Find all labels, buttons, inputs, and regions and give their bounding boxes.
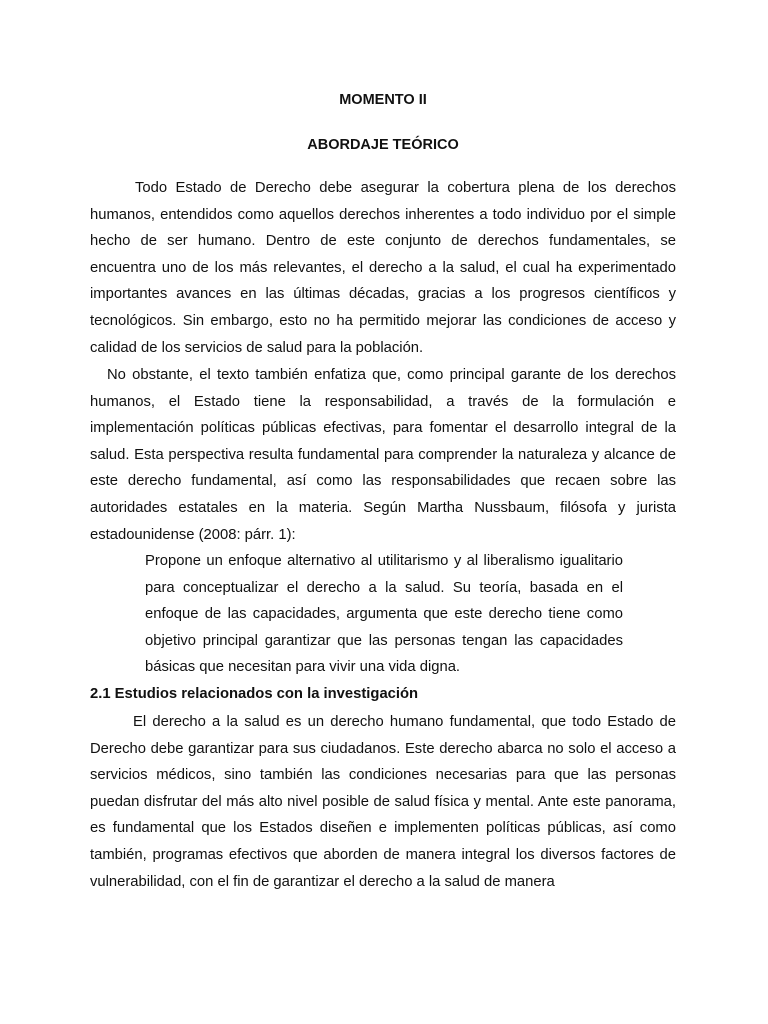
- body-paragraph-2: No obstante, el texto también enfatiza que, como principal garante de los derechos humanos, el Estado tiene la responsabilidad, a través de la formulación e implementación políticas públicas efectivas, para fomentar el desarrollo integral de la salud. Esta perspectiva resulta fundamental para comprender la naturaleza y alcance de este derecho fundamental, así como las responsabilidades que recaen sobre las autoridades estatales en la materia. Según Martha Nussbaum, filósofa y jurista estadounidense (2008: párr. 1):: [90, 367, 676, 543]
- body-paragraph-3: El derecho a la salud es un derecho humano fundamental, que todo Estado de Derecho debe garantizar para sus ciudadanos. Este derecho abarca no solo el acceso a servicios médicos, sino también las condiciones necesarias para que las personas puedan disfrutar del más alto nivel posible de salud física y mental. Ante este panorama, es fundamental que los Estados diseñen e implementen políticas públicas, así como también, programas efectivos que aborden de manera integral los diversos factores de vulnerabilidad, con el fin de garantizar el derecho a la salud de manera: [90, 714, 676, 890]
- document-page: [90, 0, 676, 1024]
- block-quote: Propone un enfoque alternativo al utilitarismo y al liberalismo igualitario para conceptualizar el derecho a la salud. Su teoría, basada en el enfoque de las capacidades, argumenta que este derecho tiene como objetivo principal garantizar que las personas tengan las capacidades básicas que necesitan para vivir una vida digna.: [145, 553, 623, 676]
- chapter-subtitle: ABORDAJE TEÓRICO: [307, 137, 459, 153]
- page-title: MOMENTO II: [339, 92, 427, 108]
- section-heading: 2.1 Estudios relacionados con la investigación: [90, 686, 419, 702]
- body-paragraph-1: Todo Estado de Derecho debe asegurar la cobertura plena de los derechos humanos, entendidos como aquellos derechos inherentes a todo individuo por el simple hecho de ser humano. Dentro de este conjunto de derechos fundamentales, se encuentra uno de los más relevantes, el derecho a la salud, el cual ha experimentado importantes avances en las últimas décadas, gracias a los progresos científicos y tecnológicos. Sin embargo, esto no ha permitido mejorar las condiciones de acceso y calidad de los servicios de salud para la población.: [90, 180, 676, 356]
